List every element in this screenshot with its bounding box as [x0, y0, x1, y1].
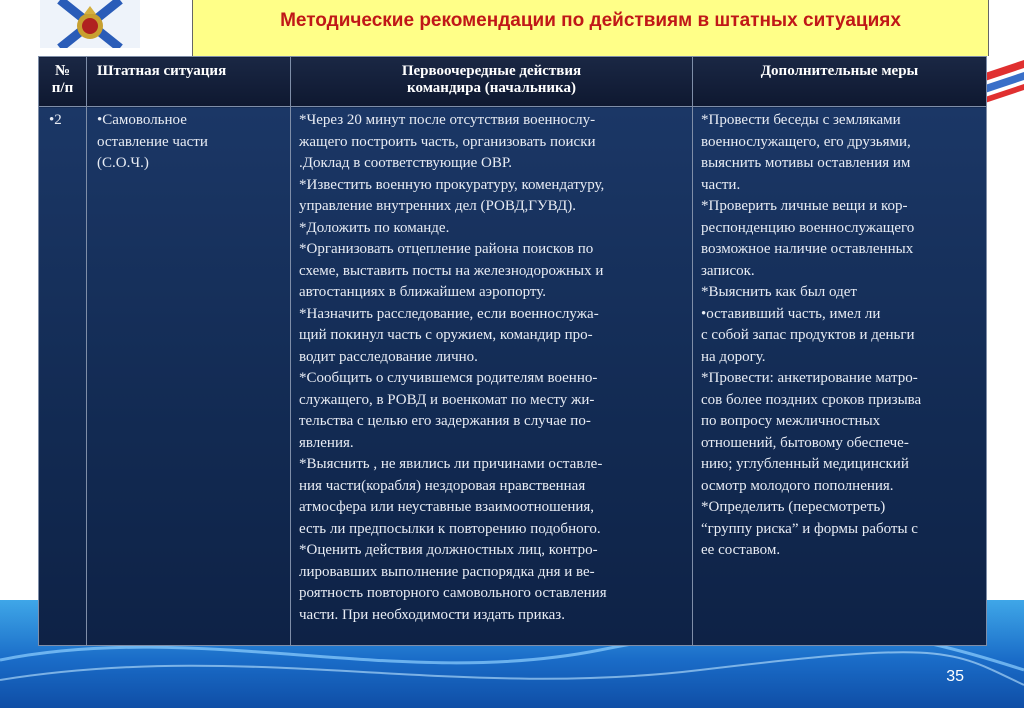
slide-title: Методические рекомендации по действиям в штатных ситуациях	[280, 10, 901, 31]
measure-line: *Выяснить как был одет	[701, 284, 857, 300]
measure-line: •оставивший часть, имел ли	[701, 305, 881, 322]
measure-line: осмотр молодого пополнения.	[701, 477, 894, 494]
measure-line: военнослужащего, его друзьями,	[701, 133, 911, 150]
header-num: № п/п	[39, 57, 87, 107]
naval-flag-emblem-icon	[40, 0, 140, 48]
table-row	[39, 107, 987, 646]
action-line: водит расследование лично.	[299, 348, 478, 365]
action-line: тельства с целью его задержания в случае по-	[299, 413, 591, 429]
action-line: *Сообщить о случившемся родителям военно-	[299, 370, 598, 386]
measure-line: *Определить (пересмотреть)	[701, 499, 886, 515]
header-actions: Первоочередные действия командира (начальника)	[291, 57, 693, 107]
action-line: *Через 20 минут после отсутствия военнослу-	[299, 112, 596, 128]
measure-line: *Провести: анкетирование матро-	[701, 370, 918, 386]
action-line: *Выяснить , не явились ли причинами оставле-	[299, 456, 603, 472]
measure-line: записок.	[701, 262, 755, 279]
actions-cell	[291, 107, 693, 646]
situation-line: оставление части	[97, 133, 208, 150]
measure-line: *Провести беседы с земляками	[701, 112, 901, 128]
action-line: служащего, в РОВД и военкомат по месту жи-	[299, 391, 595, 408]
situations-table	[38, 56, 986, 646]
situation-cell	[87, 107, 291, 646]
situation-line: •Самовольное	[97, 112, 187, 128]
measure-line: ее составом.	[701, 542, 781, 558]
measure-line: на дорогу.	[701, 348, 766, 365]
measure-line: с собой запас продуктов и деньги	[701, 327, 915, 343]
measure-line: части.	[701, 176, 741, 193]
action-line: жащего построить часть, организовать поиски	[299, 133, 596, 150]
action-line: *Назначить расследование, если военнослужа-	[299, 305, 599, 322]
measure-line: “группу риска” и формы работы с	[701, 520, 918, 537]
measure-line: респонденцию военнослужащего	[701, 219, 915, 236]
action-line: явления.	[299, 434, 354, 451]
measure-line: возможное наличие оставленных	[701, 241, 914, 257]
page-number: 35	[946, 668, 964, 685]
action-line: ния части(корабля) нездоровая нравственная	[299, 477, 586, 494]
action-line: *Известить военную прокуратуру, комендатуру,	[299, 176, 605, 193]
header-measures: Дополнительные меры	[693, 57, 987, 107]
measure-line: *Проверить личные вещи и кор-	[701, 198, 908, 214]
action-line: схеме, выставить посты на железнодорожных и	[299, 262, 604, 279]
action-line: *Организовать отцепление района поисков по	[299, 241, 594, 257]
action-line: автостанциях в ближайшем аэропорту.	[299, 284, 547, 300]
measures-cell	[693, 107, 987, 646]
action-line: .Доклад в соответствующие ОВР.	[299, 155, 513, 171]
title-box	[192, 0, 989, 56]
action-line: лировавших выполнение распорядка дня и ве-	[299, 563, 595, 580]
header-situation: Штатная ситуация	[87, 57, 291, 107]
measure-line: отношений, бытовому обеспече-	[701, 434, 909, 451]
measure-line: по вопросу межличностных	[701, 413, 881, 429]
action-line: *Оценить действия должностных лиц, контро-	[299, 542, 598, 558]
row-number: •2	[39, 107, 87, 646]
action-line: щий покинул часть с оружием, командир про-	[299, 327, 593, 343]
measure-line: выяснить мотивы оставления им	[701, 155, 911, 171]
measure-line: сов более поздних сроков призыва	[701, 391, 922, 408]
action-line: атмосфера или неуставные взаимоотношения,	[299, 499, 595, 515]
action-line: *Доложить по команде.	[299, 219, 450, 236]
action-line: роятность повторного самовольного оставления	[299, 585, 607, 601]
table-header-row	[39, 57, 987, 107]
action-line: управление внутренних дел (РОВД,ГУВД).	[299, 198, 577, 214]
measure-line: нию; углубленный медицинский	[701, 456, 909, 472]
situation-line: (С.О.Ч.)	[97, 155, 149, 171]
action-line: есть ли предпосылки к повторению подобного.	[299, 520, 601, 537]
action-line: части. При необходимости издать приказ.	[299, 606, 565, 623]
